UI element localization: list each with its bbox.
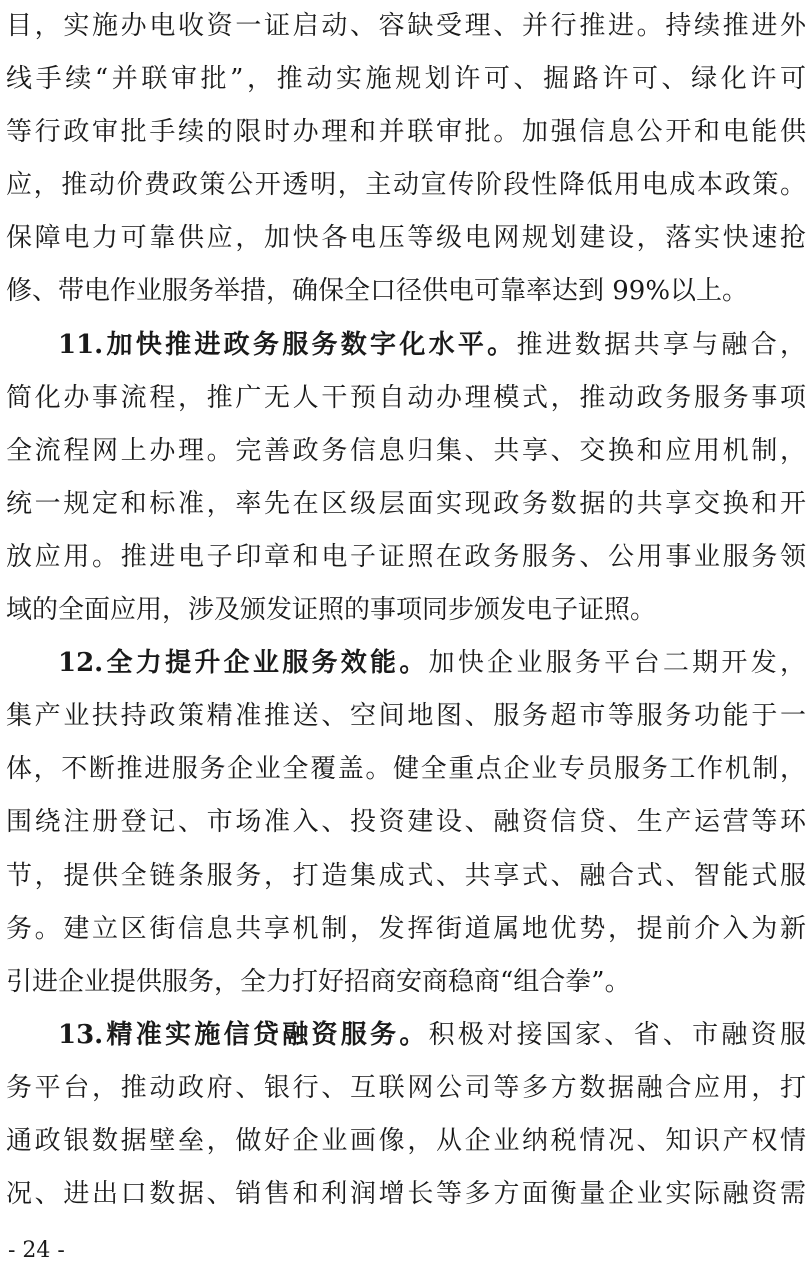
text-line: 全流程网上办理。完善政务信息归集、共享、交换和应用机制， (6, 435, 806, 466)
text-line: 等行政审批手续的限时办理和并联审批。加强信息公开和电能供 (6, 117, 806, 148)
page-number: - 24 - (8, 1238, 65, 1263)
section-12-text: 加快企业服务平台二期开发， (428, 648, 806, 679)
text-line: 务。建立区街信息共享机制，发挥街道属地优势，提前介入为新 (6, 913, 806, 944)
section-13-heading: 13.精准实施信贷融资服务。 (58, 1019, 429, 1050)
body-text (6, 0, 806, 1221)
section-13-first-line (6, 1009, 806, 1062)
text-line: 简化办事流程，推广无人干预自动办理模式，推动政务服务事项 (6, 382, 806, 413)
section-11-first-line (6, 319, 806, 372)
text-line: 集产业扶持政策精准推送、空间地图、服务超市等服务功能于一 (6, 701, 806, 732)
text-line: 修、带电作业服务举措，确保全口径供电可靠率达到 99%以上。 (6, 276, 749, 307)
text-line: 围绕注册登记、市场准入、投资建设、融资信贷、生产运营等环 (6, 807, 806, 838)
text-line: 况、进出口数据、销售和利润增长等多方面衡量企业实际融资需 (6, 1179, 806, 1210)
text-line: 保障电力可靠供应，加快各电压等级电网规划建设，落实快速抢 (6, 223, 806, 254)
text-line: 统一规定和标准，率先在区级层面实现政务数据的共享交换和开 (6, 488, 806, 519)
section-11-text: 推进数据共享与融合， (516, 329, 806, 360)
section-11-heading: 11.加快推进政务服务数字化水平。 (58, 329, 517, 360)
text-line: 务平台，推动政府、银行、互联网公司等多方数据融合应用，打 (6, 1072, 806, 1103)
text-line: 线手续“并联审批”，推动实施规划许可、掘路许可、绿化许可 (6, 64, 806, 95)
text-line: 体，不断推进服务企业全覆盖。健全重点企业专员服务工作机制， (6, 754, 806, 785)
text-line: 放应用。推进电子印章和电子证照在政务服务、公用事业服务领 (6, 541, 806, 572)
text-line: 引进企业提供服务，全力打好招商安商稳商“组合拳”。 (6, 966, 631, 997)
text-line: 应，推动价费政策公开透明，主动宣传阶段性降低用电成本政策。 (6, 170, 806, 201)
section-13-text: 积极对接国家、省、市融资服 (428, 1019, 806, 1050)
text-line: 通政银数据壁垒，做好企业画像，从企业纳税情况、知识产权情 (6, 1125, 806, 1156)
text-line: 域的全面应用，涉及颁发证照的事项同步颁发电子证照。 (6, 595, 657, 626)
text-line: 节，提供全链条服务，打造集成式、共享式、融合式、智能式服 (6, 860, 806, 891)
section-12-first-line (6, 637, 806, 690)
section-12-heading: 12.全力提升企业服务效能。 (58, 648, 429, 679)
text-line: 目，实施办电收资一证启动、容缺受理、并行推进。持续推进外 (6, 11, 806, 41)
